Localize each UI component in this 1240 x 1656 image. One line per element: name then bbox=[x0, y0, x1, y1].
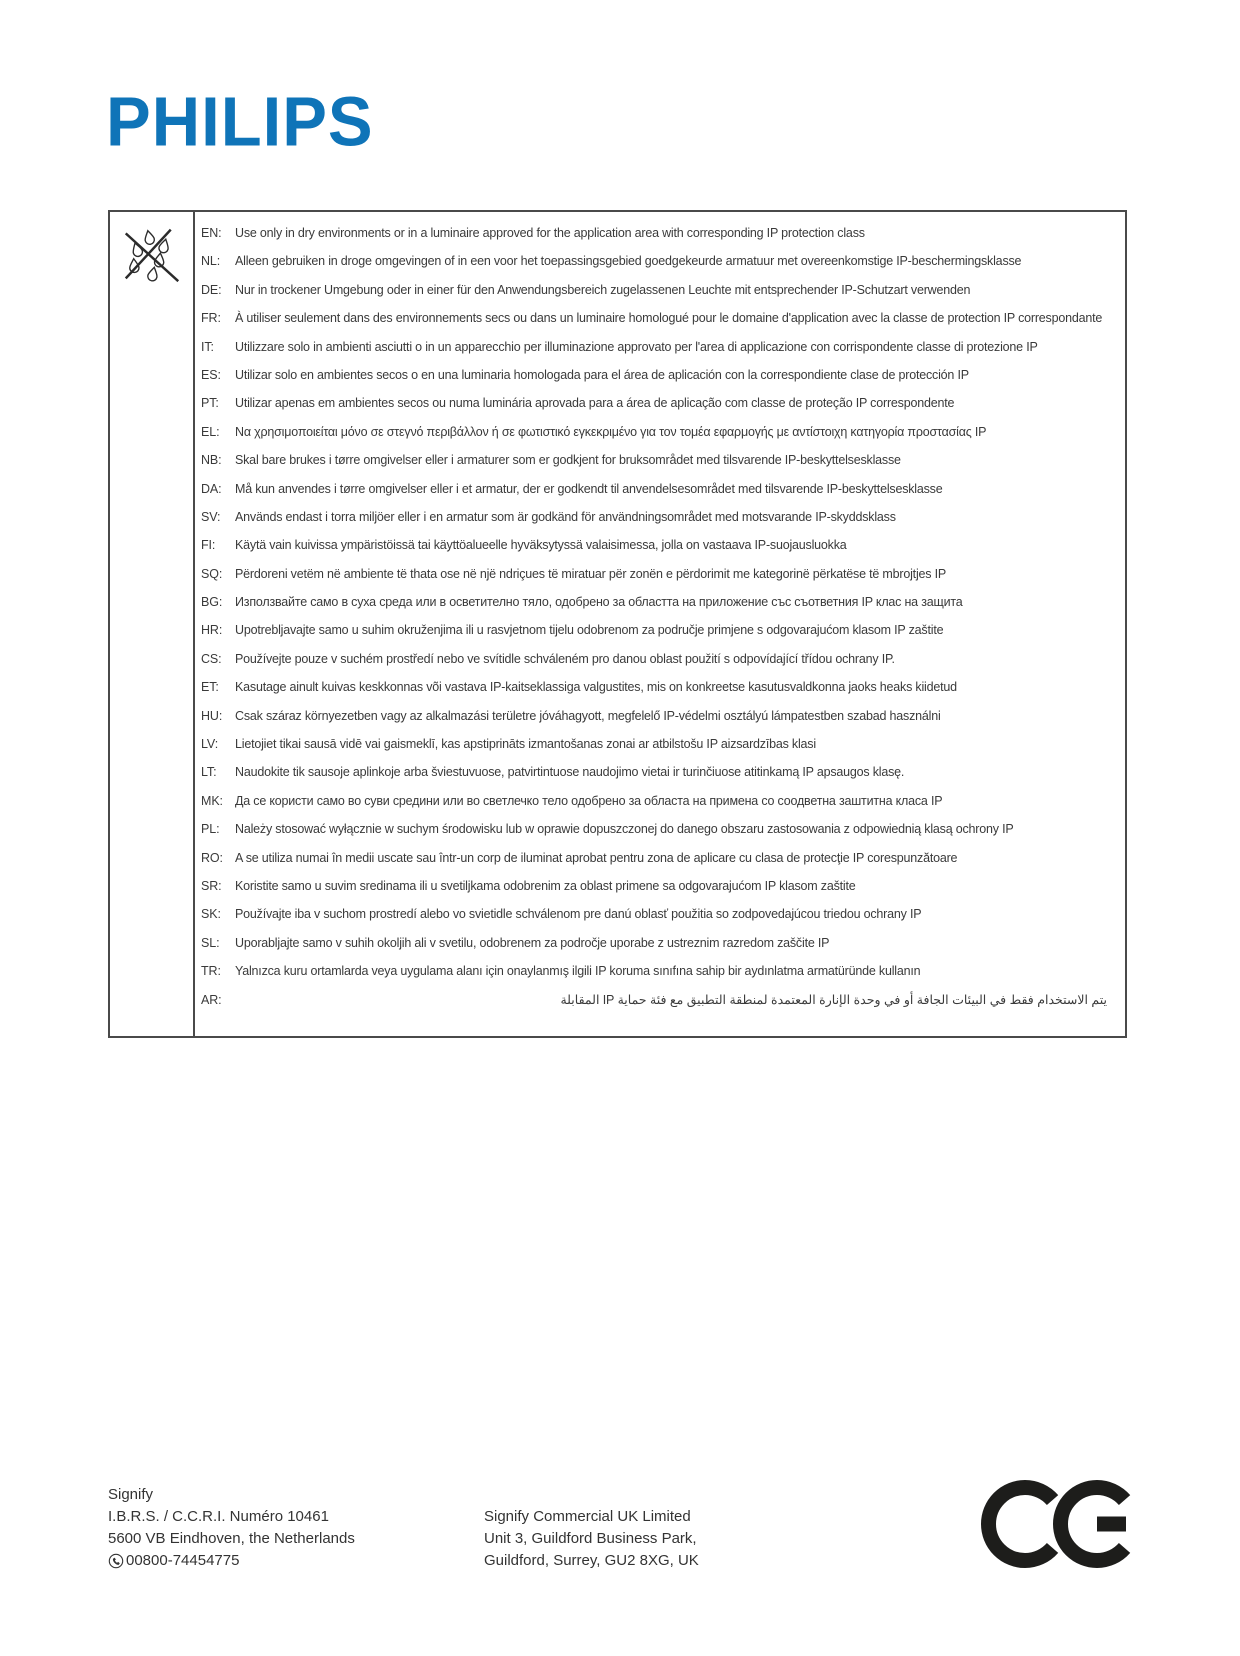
language-code: PT: bbox=[201, 396, 219, 411]
translation-text: Yalnızca kuru ortamlarda veya uygulama alanı için onaylanmış ilgili IP koruma sınıfına sahip bir aydınlatma armatüründe kullanın bbox=[235, 964, 921, 979]
translation-row bbox=[201, 333, 1111, 361]
language-code: BG: bbox=[201, 595, 223, 610]
translation-text: Përdoreni vetëm në ambiente të thata ose në një ndriçues të miratuar për zonën e përdorimit me kategorinë përkatëse të mbrojtjes IP bbox=[235, 566, 947, 581]
signify-address-block bbox=[108, 1484, 355, 1572]
translation-row bbox=[201, 730, 1111, 758]
no-water-drops-icon bbox=[122, 224, 182, 284]
translation-row bbox=[201, 844, 1111, 872]
language-code: RO: bbox=[201, 850, 223, 865]
translation-row bbox=[201, 702, 1111, 730]
ce-mark-icon bbox=[980, 1478, 1142, 1570]
language-code: ET: bbox=[201, 680, 219, 695]
language-code: SR: bbox=[201, 878, 222, 893]
company-name: Signify bbox=[108, 1486, 154, 1503]
language-code: HR: bbox=[201, 623, 223, 638]
language-code: SL: bbox=[201, 935, 220, 950]
translation-row bbox=[201, 560, 1111, 588]
translation-text: Използвайте само в суха среда или в осветително тяло, одобрено за областта на приложение със съответния IP клас на защита bbox=[235, 595, 963, 610]
icon-cell bbox=[110, 212, 195, 1036]
translation-row bbox=[201, 929, 1111, 957]
translation-text: يتم الاستخدام فقط في البيئات الجافة أو في وحدة الإنارة المعتمدة لمنطقة التطبيق مع فئة حماية IP المقابلة bbox=[560, 992, 1107, 1007]
translation-text: Lietojiet tikai sausā vidē vai gaismeklī, kas apstiprināts izmantošanas zonai ar atbilstošu IP aizsardzības klasi bbox=[235, 737, 816, 752]
phone-number: 00800-74454775 bbox=[126, 1552, 240, 1569]
translation-text: Används endast i torra miljöer eller i en armatur som är godkänd för användningsområdet med motsvarande IP-skyddsklass bbox=[235, 509, 896, 524]
translation-row bbox=[201, 645, 1111, 673]
translation-text: Používejte pouze v suchém prostředí nebo ve svítidle schváleném pro danou oblast použití s odpovídající třídou ochrany IP. bbox=[235, 651, 895, 666]
translation-row bbox=[201, 588, 1111, 616]
translation-row bbox=[201, 872, 1111, 900]
translation-text: Utilizar solo en ambientes secos o en una luminaria homologada para el área de aplicación con la correspondiente clase de protección IP bbox=[235, 367, 969, 382]
translation-text: Nur in trockener Umgebung oder in einer für den Anwendungsbereich zugelassenen Leuchte mit entsprechender IP-Schutzart verwenden bbox=[235, 282, 971, 297]
translation-text: Utilizar apenas em ambientes secos ou numa luminária aprovada para a área de aplicação com classe de proteção IP correspondente bbox=[235, 396, 955, 411]
translation-row bbox=[201, 475, 1111, 503]
translation-text: Alleen gebruiken in droge omgevingen of in een voor het toepassingsgebied goedgekeurde armatuur met overeenkomstige IP-beschermingsklasse bbox=[235, 254, 1022, 269]
translation-text: Upotrebljavajte samo u suhim okruženjima ili u rasvjetnom tijelu odobrenom za područje primjene s odgovarajućom klasom IP zaštite bbox=[235, 623, 944, 638]
language-code: TR: bbox=[201, 964, 221, 979]
translation-text: Use only in dry environments or in a luminaire approved for the application area with corresponding IP protection class bbox=[235, 226, 865, 240]
language-code: SQ: bbox=[201, 566, 223, 581]
translation-text: A se utiliza numai în medii uscate sau într-un corp de iluminat aprobat pentru zona de aplicare cu clasa de protecţie IP corespunzătoare bbox=[235, 850, 958, 865]
language-code: PL: bbox=[201, 822, 220, 837]
language-code: ES: bbox=[201, 367, 221, 382]
company-city-line: 5600 VB Eindhoven, the Netherlands bbox=[108, 1530, 355, 1547]
translation-text: Csak száraz környezetben vagy az alkalmazási területre jóváhagyott, megfelelő IP-védelmi osztályú lámpatestben szabad használni bbox=[235, 708, 941, 723]
translation-text: Používajte iba v suchom prostredí alebo vo svietidle schválenom pre danú oblasť použitia so zodpovedajúcou triedou ochrany IP bbox=[235, 907, 922, 922]
translation-row bbox=[201, 247, 1111, 275]
language-code: FR: bbox=[201, 311, 221, 326]
language-code: AR: bbox=[201, 992, 222, 1007]
translation-text: Να χρησιμοποιείται μόνο σε στεγνό περιβάλλον ή σε φωτιστικό εγκεκριμένο για τον τομέα εφαρμογής με αντίστοιχη κατηγορία προστασίας IP bbox=[235, 424, 987, 439]
translation-text: Koristite samo u suvim sredinama ili u svetiljkama odobrenim za oblast primene sa odgovarajućom IP klasom zaštite bbox=[235, 878, 856, 893]
translation-row bbox=[201, 503, 1111, 531]
translation-row bbox=[201, 900, 1111, 928]
language-code: DA: bbox=[201, 481, 222, 496]
language-code: NB: bbox=[201, 453, 222, 468]
company-ibrs-line: I.B.R.S. / C.C.R.I. Numéro 10461 bbox=[108, 1508, 329, 1525]
translation-row bbox=[201, 815, 1111, 843]
translations-cell bbox=[195, 212, 1125, 1036]
translation-text: Må kun anvendes i tørre omgivelser eller i et armatur, der er godkendt til anvendelsesområdet med tilsvarende IP-beskyttelsesklasse bbox=[235, 481, 943, 496]
translation-row bbox=[201, 446, 1111, 474]
translation-text: Skal bare brukes i tørre omgivelser eller i armaturer som er godkjent for bruksområdet med tilsvarende IP-beskyttelsesklasse bbox=[235, 453, 901, 468]
translation-row bbox=[201, 361, 1111, 389]
multilingual-notice-table bbox=[108, 210, 1127, 1038]
phone-line bbox=[108, 1550, 355, 1572]
uk-address-line: Unit 3, Guildford Business Park, bbox=[484, 1530, 697, 1547]
philips-logo: PHILIPS bbox=[106, 83, 374, 162]
uk-company-name: Signify Commercial UK Limited bbox=[484, 1508, 691, 1525]
translation-row bbox=[201, 304, 1111, 332]
language-code: CS: bbox=[201, 651, 222, 666]
translation-text: Uporabljajte samo v suhih okoljih ali v svetilu, odobrenem za področje uporabe z ustreznim razredom zaščite IP bbox=[235, 935, 830, 950]
translation-row bbox=[201, 389, 1111, 417]
translation-text: Należy stosować wyłącznie w suchym środowisku lub w oprawie dopuszczonej do danego obszaru zastosowania z odpowiednią klasą ochrony IP bbox=[235, 822, 1014, 837]
language-code: SK: bbox=[201, 907, 221, 922]
translation-text: Kasutage ainult kuivas keskkonnas või vastava IP-kaitseklassiga valgustites, mis on konkreetse kasutusvaldkonna jaoks heaks kiidetud bbox=[235, 680, 957, 695]
language-code: DE: bbox=[201, 282, 222, 297]
translation-text: Käytä vain kuivissa ympäristöissä tai käyttöalueelle hyväksytyssä valaisimessa, jolla on vastaava IP-suojausluokka bbox=[235, 538, 847, 553]
phone-icon bbox=[108, 1553, 124, 1569]
signify-uk-address-block bbox=[484, 1506, 699, 1572]
translation-text: Utilizzare solo in ambienti asciutti o in un apparecchio per illuminazione approvato per l'area di applicazione con corrispondente classe di protezione IP bbox=[235, 339, 1038, 354]
language-code: FI: bbox=[201, 538, 216, 553]
language-code: HU: bbox=[201, 708, 223, 723]
translation-row bbox=[201, 616, 1111, 644]
translation-row bbox=[201, 418, 1111, 446]
language-code: EL: bbox=[201, 424, 220, 439]
translation-row bbox=[201, 787, 1111, 815]
translation-text: Naudokite tik sausoje aplinkoje arba šviestuvuose, patvirtintuose naudojimo vietai ir turinčiuose atitinkamą IP apsaugos klasę. bbox=[235, 765, 905, 780]
translation-row bbox=[201, 219, 1111, 247]
translation-row bbox=[201, 986, 1111, 1014]
translation-text: À utiliser seulement dans des environnements secs ou dans un luminaire homologué pour le domaine d'application avec la classe de protection IP correspondante bbox=[235, 311, 1103, 326]
language-code: NL: bbox=[201, 254, 221, 269]
language-code: LT: bbox=[201, 765, 217, 780]
translation-row bbox=[201, 673, 1111, 701]
translation-row bbox=[201, 758, 1111, 786]
language-code: LV: bbox=[201, 737, 219, 752]
language-code: IT: bbox=[201, 339, 214, 354]
language-code: MK: bbox=[201, 793, 223, 808]
language-code: SV: bbox=[201, 509, 221, 524]
translation-row bbox=[201, 957, 1111, 985]
language-code: EN: bbox=[201, 226, 222, 240]
uk-city-line: Guildford, Surrey, GU2 8XG, UK bbox=[484, 1552, 699, 1569]
translation-row bbox=[201, 531, 1111, 559]
translation-row bbox=[201, 276, 1111, 304]
translation-text: Да се користи само во суви средини или во светлечко тело одобрено за областа на примена со соодветна заштитна класа IP bbox=[235, 793, 943, 808]
